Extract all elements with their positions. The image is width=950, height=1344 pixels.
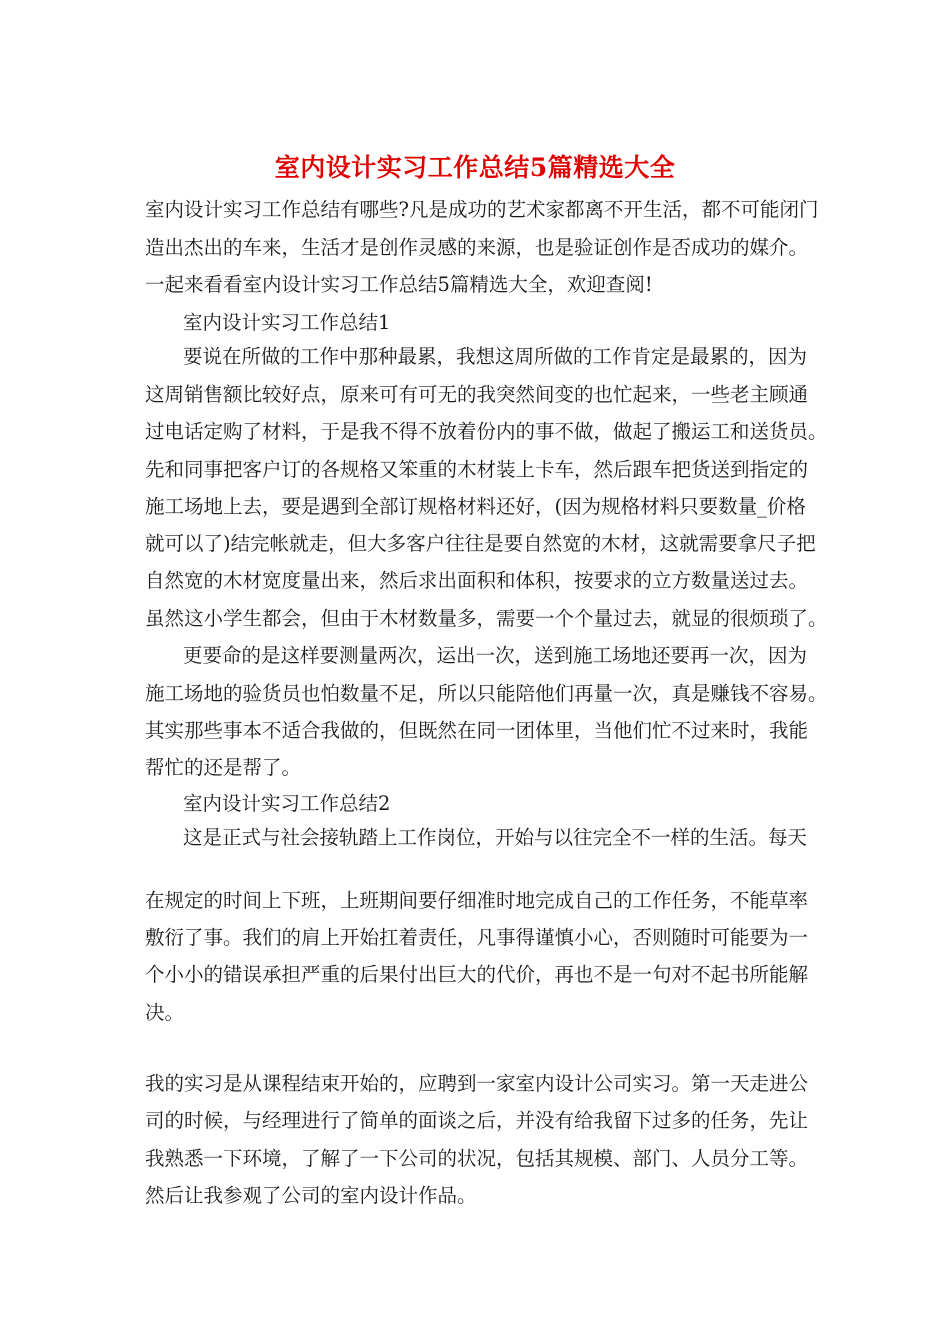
paragraph-line: 决。 <box>145 1001 185 1024</box>
paragraph-line: 造出杰出的车来，生活才是创作灵感的来源，也是验证创作是否成功的媒介。 <box>145 236 809 259</box>
paragraph-line: 施工场地的验货员也怕数量不足，所以只能陪他们再量一次，真是赚钱不容易。 <box>145 682 828 705</box>
paragraph-line: 帮忙的还是帮了。 <box>145 756 302 779</box>
paragraph-line: 敷衍了事。我们的肩上开始扛着责任，凡事得谨慎小心，否则随时可能要为一 <box>145 926 809 949</box>
paragraph-line: 室内设计实习工作总结有哪些?凡是成功的艺术家都离不开生活，都不可能闭门 <box>145 198 819 221</box>
paragraph-line: 其实那些事本不适合我做的，但既然在同一团体里，当他们忙不过来时，我能 <box>145 719 809 742</box>
paragraph-line: 这周销售额比较好点，原来可有可无的我突然间变的也忙起来，一些老主顾通 <box>145 383 809 406</box>
paragraph-line: 个小小的错误承担严重的后果付出巨大的代价，再也不是一句对不起书所能解 <box>145 963 809 986</box>
document-title: 室内设计实习工作总结5篇精选大全 <box>274 153 676 182</box>
paragraph-line: 我熟悉一下环境，了解了一下公司的状况，包括其规模、部门、人员分工等。 <box>145 1147 809 1170</box>
section-heading: 室内设计实习工作总结2 <box>183 792 391 815</box>
paragraph-line: 要说在所做的工作中那种最累，我想这周所做的工作肯定是最累的，因为 <box>183 345 808 368</box>
paragraph-line: 虽然这小学生都会，但由于木材数量多，需要一个个量过去，就显的很烦琐了。 <box>145 607 828 630</box>
section-heading: 室内设计实习工作总结1 <box>183 311 391 334</box>
paragraph-line: 先和同事把客户订的各规格又笨重的木材装上卡车，然后跟车把货送到指定的 <box>145 458 809 481</box>
paragraph-line: 这是正式与社会接轨踏上工作岗位，开始与以往完全不一样的生活。每天 <box>183 826 808 849</box>
paragraph-line: 在规定的时间上下班，上班期间要仔细准时地完成自己的工作任务，不能草率 <box>145 889 809 912</box>
paragraph-line: 然后让我参观了公司的室内设计作品。 <box>145 1184 477 1207</box>
paragraph-line: 更要命的是这样要测量两次，运出一次，送到施工场地还要再一次，因为 <box>183 644 808 667</box>
paragraph-line: 自然宽的木材宽度量出来，然后求出面积和体积，按要求的立方数量送过去。 <box>145 569 809 592</box>
paragraph-line: 我的实习是从课程结束开始的，应聘到一家室内设计公司实习。第一天走进公 <box>145 1072 809 1095</box>
paragraph-line: 过电话定购了材料，于是我不得不放着份内的事不做，做起了搬运工和送货员。 <box>145 420 828 443</box>
paragraph-line: 施工场地上去，要是遇到全部订规格材料还好，(因为规格材料只要数量_价格 <box>145 495 806 518</box>
paragraph-line: 一起来看看室内设计实习工作总结5篇精选大全，欢迎查阅! <box>145 273 653 296</box>
paragraph-line: 就可以了)结完帐就走，但大多客户往往是要自然宽的木材，这就需要拿尺子把 <box>145 532 816 555</box>
paragraph-line: 司的时候，与经理进行了简单的面谈之后，并没有给我留下过多的任务，先让 <box>145 1109 809 1132</box>
